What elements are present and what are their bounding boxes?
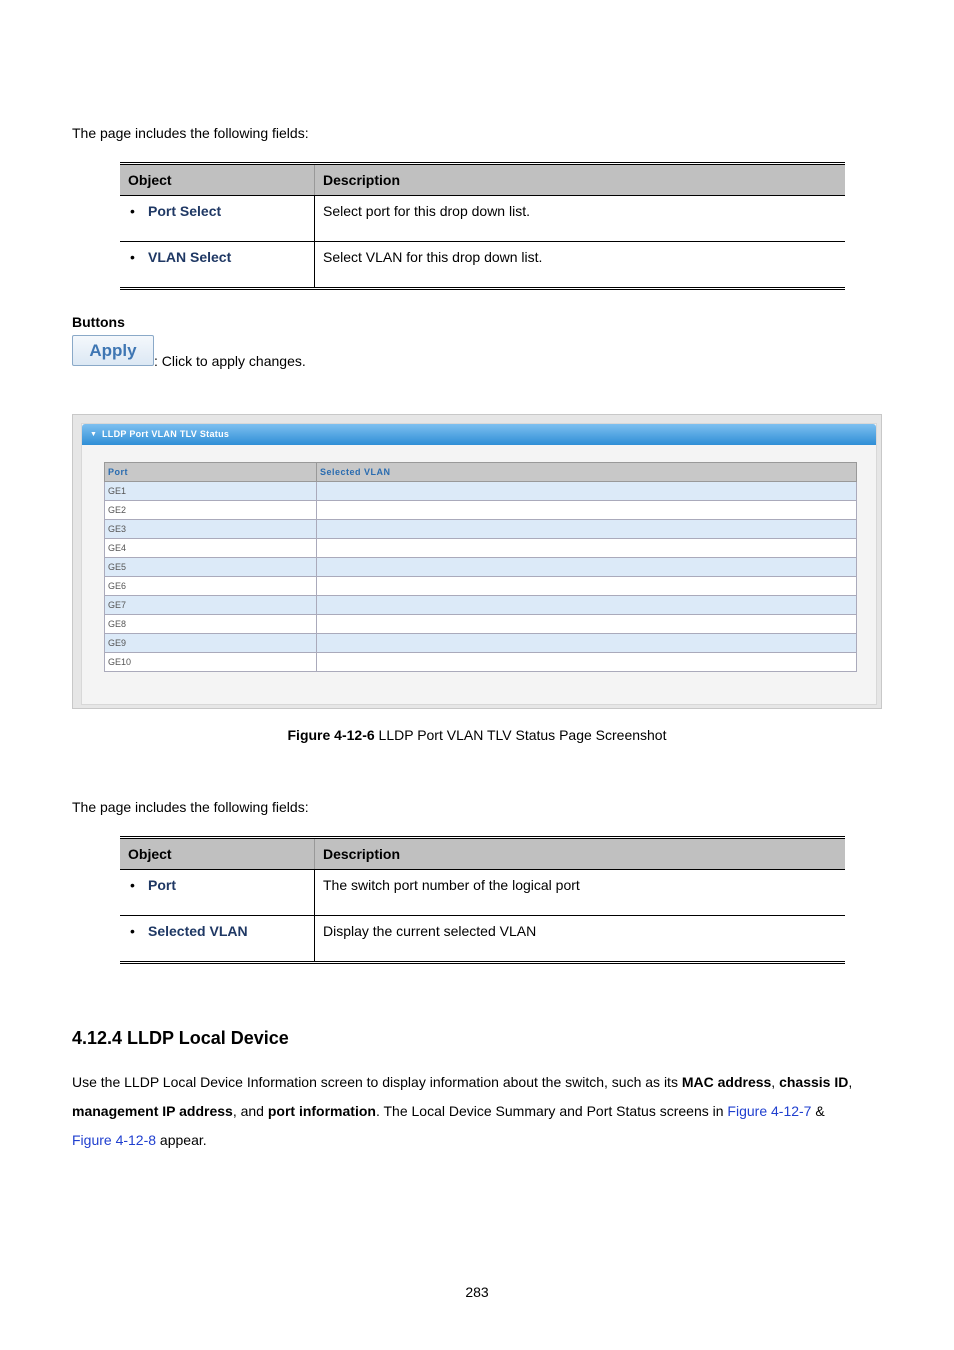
- status-panel: [81, 423, 877, 705]
- port-cell: GE1: [105, 482, 317, 501]
- panel-header[interactable]: [82, 424, 876, 445]
- object-name: Selected VLAN: [148, 923, 248, 939]
- object-name: VLAN Select: [148, 249, 232, 265]
- object-description: Display the current selected VLAN: [323, 923, 537, 939]
- table-row: [120, 242, 845, 289]
- object-description: Select port for this drop down list.: [315, 196, 846, 242]
- panel-title: LLDP Port VLAN TLV Status: [102, 429, 230, 439]
- section-heading: 4.12.4 LLDP Local Device: [72, 1028, 289, 1048]
- table-header-description: Description: [315, 164, 846, 196]
- table-row: [120, 870, 845, 916]
- object-name: Port Select: [148, 203, 222, 219]
- fields-table-1: [120, 162, 845, 290]
- page-number: 283: [465, 1284, 489, 1300]
- figure-text: LLDP Port VLAN TLV Status Page Screenshot: [374, 727, 667, 743]
- table-row: [105, 653, 857, 672]
- port-cell: GE4: [105, 539, 317, 558]
- section-paragraph-line-3: Figure 4-12-8 appear.: [72, 1132, 207, 1148]
- bullet-icon: •: [130, 203, 135, 219]
- vlan-cell: [317, 634, 857, 653]
- object-description: Select VLAN for this drop down list.: [323, 249, 543, 265]
- table-row: [105, 520, 857, 539]
- vlan-cell: [317, 482, 857, 501]
- fields-table-2: [120, 836, 845, 964]
- table-row: [105, 577, 857, 596]
- screenshot-frame: [72, 414, 882, 709]
- port-cell: GE2: [105, 501, 317, 520]
- collapse-arrow-icon[interactable]: ▼: [90, 431, 97, 438]
- vlan-status-table: [104, 462, 857, 672]
- vlan-cell: [317, 539, 857, 558]
- apply-button[interactable]: Apply: [72, 335, 154, 366]
- table-row: [120, 916, 845, 963]
- vlan-cell: [317, 615, 857, 634]
- port-cell: GE7: [105, 596, 317, 615]
- column-header-port: Port: [105, 463, 317, 482]
- figure-label: Figure 4-12-6: [287, 727, 375, 743]
- column-header-selected-vlan: Selected VLAN: [317, 463, 857, 482]
- object-name: Port: [148, 877, 176, 893]
- table-header-object: Object: [120, 164, 315, 196]
- table-row: [105, 615, 857, 634]
- intro-text-1: The page includes the following fields:: [72, 125, 309, 141]
- object-description: The switch port number of the logical port: [315, 870, 846, 916]
- table-row: [120, 196, 845, 242]
- table-row: [105, 482, 857, 501]
- bullet-icon: •: [130, 877, 135, 893]
- table-row: [105, 501, 857, 520]
- table-row: [105, 634, 857, 653]
- port-cell: GE5: [105, 558, 317, 577]
- vlan-cell: [317, 653, 857, 672]
- port-cell: GE6: [105, 577, 317, 596]
- bullet-icon: •: [130, 249, 135, 265]
- port-cell: GE10: [105, 653, 317, 672]
- table-header-object: Object: [120, 838, 315, 870]
- figure-caption: [0, 727, 954, 743]
- section-paragraph-line-1: Use the LLDP Local Device Information screen to display information about the switch, such as its MAC address, chassis ID,: [72, 1074, 853, 1090]
- section-paragraph-line-2: management IP address, and port information. The Local Device Summary and Port Status screens in Figure 4-12-7 &: [72, 1103, 825, 1119]
- apply-description: : Click to apply changes.: [154, 353, 306, 369]
- bullet-icon: •: [130, 923, 135, 939]
- table-row: [105, 558, 857, 577]
- buttons-heading: Buttons: [72, 314, 125, 330]
- vlan-cell: [317, 501, 857, 520]
- port-cell: GE8: [105, 615, 317, 634]
- table-header-description: Description: [315, 838, 846, 870]
- table-row: [105, 596, 857, 615]
- port-cell: GE3: [105, 520, 317, 539]
- table-row: [105, 539, 857, 558]
- figure-link-4-12-7[interactable]: Figure 4-12-7: [727, 1103, 812, 1119]
- vlan-cell: [317, 558, 857, 577]
- vlan-cell: [317, 577, 857, 596]
- port-cell: GE9: [105, 634, 317, 653]
- vlan-cell: [317, 520, 857, 539]
- figure-link-4-12-8[interactable]: Figure 4-12-8: [72, 1132, 157, 1148]
- intro-text-2: The page includes the following fields:: [72, 799, 309, 815]
- vlan-cell: [317, 596, 857, 615]
